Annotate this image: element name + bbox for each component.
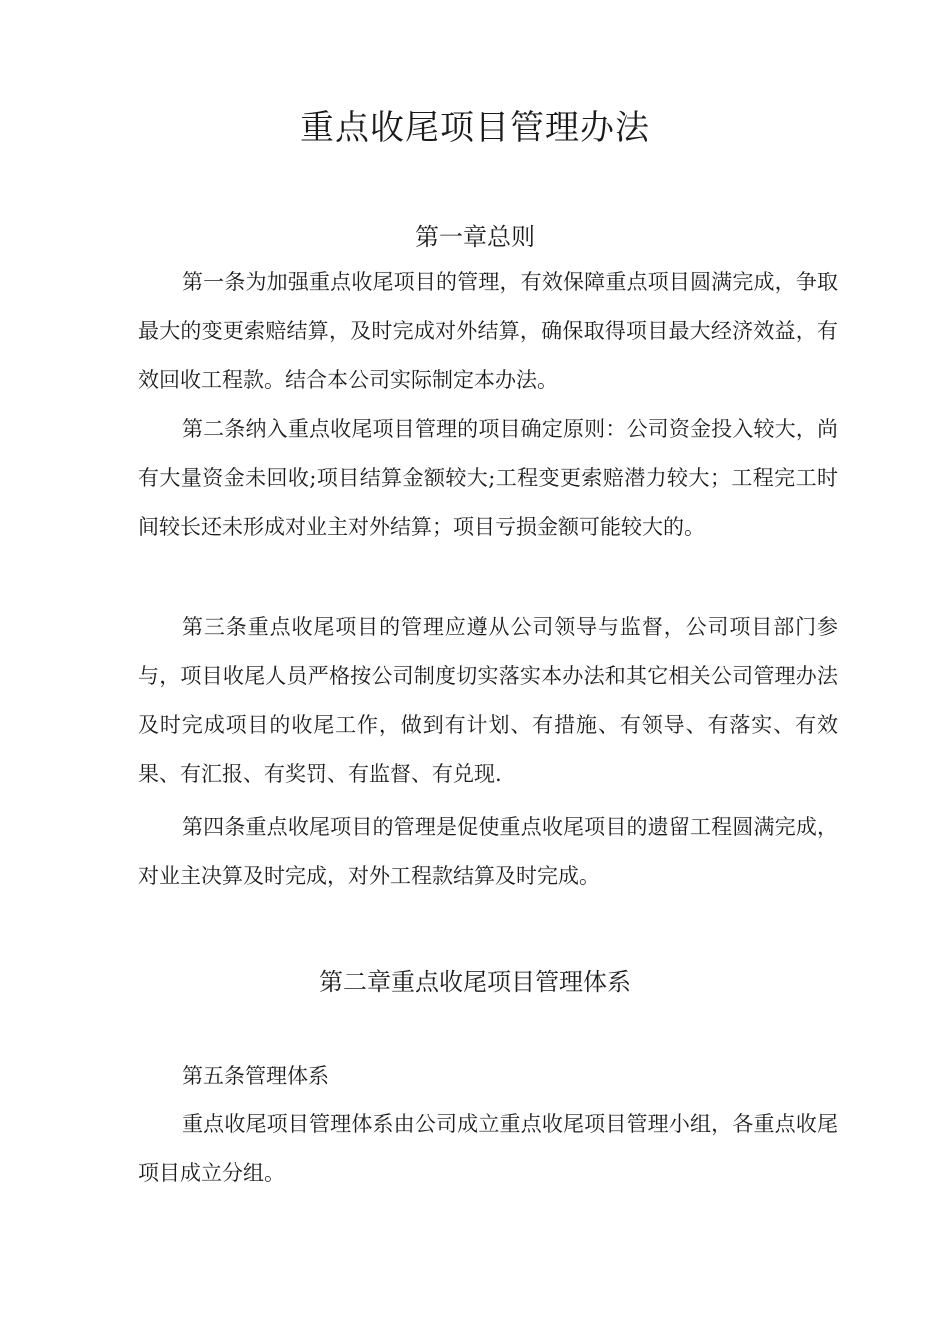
chapter-1-heading: 第一章总则	[415, 223, 535, 251]
document-title: 重点收尾项目管理办法	[300, 108, 650, 148]
article-4-paragraph: 第四条重点收尾项目的管理是促使重点收尾项目的遗留工程圆满完成，对业主决算及时完成，对外工程款结算及时完成。	[138, 815, 838, 888]
chapter-2-heading: 第二章重点收尾项目管理体系	[319, 968, 631, 996]
article-1-paragraph: 第一条为加强重点收尾项目的管理，有效保障重点项目圆满完成，争取最大的变更索赔结算，及时完成对外结算，确保取得项目最大经济效益，有效回收工程款。结合本公司实际制定本办法。	[138, 270, 838, 392]
article-3-paragraph: 第三条重点收尾项目的管理应遵从公司领导与监督，公司项目部门参与，项目收尾人员严格按公司制度切实落实本办法和其它相关公司管理办法及时完成项目的收尾工作，做到有计划、有措施、有领导、有落实、有效果、有汇报、有奖罚、有监督、有兑现.	[138, 615, 838, 786]
article-5-paragraph: 重点收尾项目管理体系由公司成立重点收尾项目管理小组，各重点收尾项目成立分组。	[138, 1112, 838, 1185]
article-5-title: 第五条管理体系	[182, 1064, 329, 1088]
article-2-paragraph: 第二条纳入重点收尾项目管理的项目确定原则：公司资金投入较大，尚有大量资金未回收;项目结算金额较大;工程变更索赔潜力较大；工程完工时间较长还未形成对业主对外结算；项目亏损金额可能较大的。	[138, 417, 838, 539]
